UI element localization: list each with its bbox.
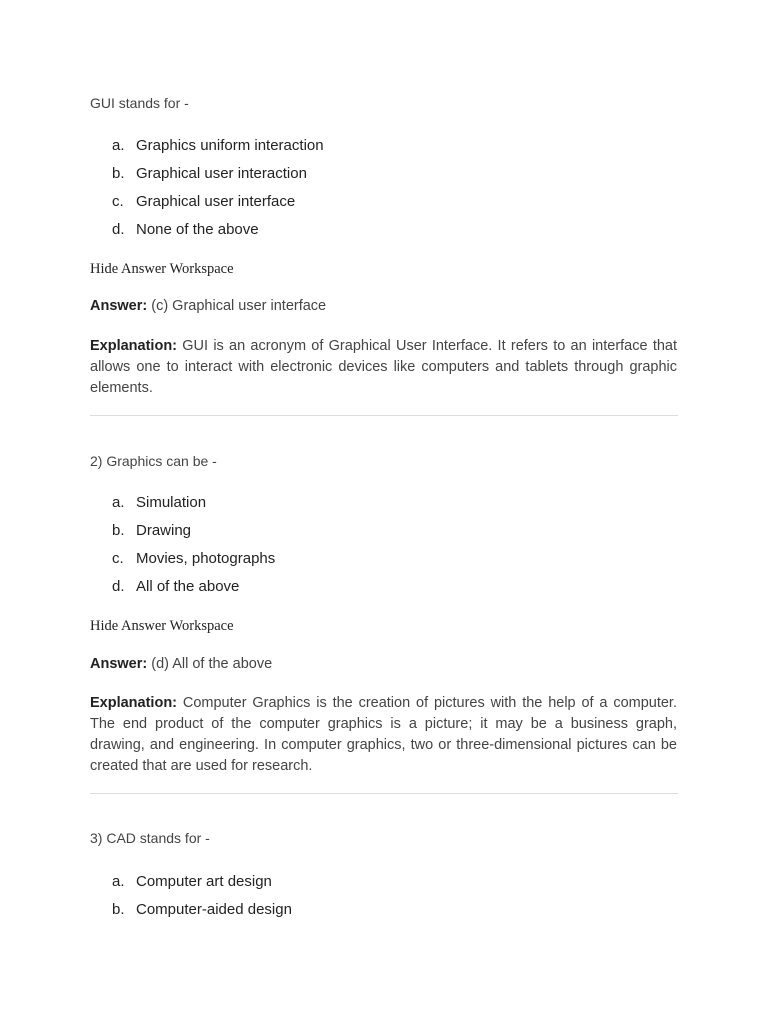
- option-letter: b.: [112, 165, 125, 182]
- option-text: Graphics uniform interaction: [136, 137, 324, 154]
- option-text: Graphical user interaction: [136, 165, 307, 182]
- divider: [90, 415, 678, 416]
- question-1-options: [112, 136, 672, 248]
- option-letter: a.: [112, 137, 125, 154]
- question-2-options: [112, 493, 672, 605]
- option-letter: b.: [112, 522, 125, 539]
- option-text: Graphical user interface: [136, 193, 296, 210]
- option-letter: d.: [112, 578, 125, 595]
- hide-answer-workspace-link[interactable]: Hide Answer Workspace: [90, 261, 234, 277]
- explanation-text: GUI is an acronym of Graphical User Interface. It refers to an interface that allows one to interact with electronic devices like computers and tablets through graphic elements.: [90, 338, 677, 396]
- option-item: [112, 872, 672, 900]
- option-text: None of the above: [136, 221, 259, 238]
- option-text: All of the above: [136, 578, 240, 595]
- option-item: [112, 577, 672, 605]
- question-1-text: GUI stands for -: [90, 95, 189, 111]
- answer-text: (d) All of the above: [147, 656, 273, 672]
- option-text: Simulation: [136, 494, 207, 511]
- explanation-label: Explanation:: [90, 695, 178, 711]
- answer-line: [90, 298, 678, 314]
- answer-label: Answer:: [90, 656, 148, 672]
- option-letter: a.: [112, 494, 125, 511]
- option-item: [112, 136, 672, 164]
- question-3-options: [112, 872, 672, 928]
- answer-line: [90, 656, 678, 672]
- explanation-paragraph: [90, 336, 677, 399]
- option-item: [112, 521, 672, 549]
- answer-label: Answer:: [90, 298, 148, 314]
- explanation-paragraph: [90, 693, 677, 777]
- option-letter: b.: [112, 901, 125, 918]
- option-text: Movies, photographs: [136, 550, 276, 567]
- option-letter: c.: [112, 550, 124, 567]
- option-item: [112, 192, 672, 220]
- option-item: [112, 549, 672, 577]
- option-text: Drawing: [136, 522, 192, 539]
- option-item: [112, 900, 672, 928]
- option-letter: d.: [112, 221, 125, 238]
- hide-answer-workspace-link[interactable]: Hide Answer Workspace: [90, 618, 234, 634]
- divider: [90, 793, 678, 794]
- explanation-text: Computer Graphics is the creation of pictures with the help of a computer. The end product of the computer graphics is a picture; it may be a business graph, drawing, and engineering. In computer graphics, two or three-dimensional pictures can be created that are used for research.: [90, 695, 677, 774]
- option-text: Computer-aided design: [136, 901, 292, 918]
- option-text: Computer art design: [136, 873, 272, 890]
- answer-text: (c) Graphical user interface: [147, 298, 327, 314]
- explanation-label: Explanation:: [90, 338, 178, 354]
- question-2-text: 2) Graphics can be -: [90, 453, 217, 469]
- option-letter: a.: [112, 873, 125, 890]
- question-3-text: 3) CAD stands for -: [90, 830, 210, 846]
- option-item: [112, 493, 672, 521]
- option-letter: c.: [112, 193, 124, 210]
- option-item: [112, 220, 672, 248]
- option-item: [112, 164, 672, 192]
